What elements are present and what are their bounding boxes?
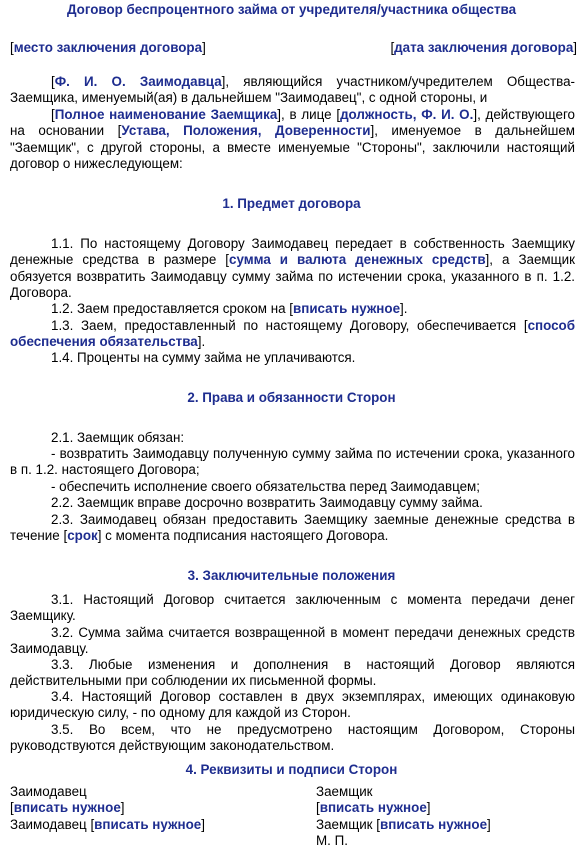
clause-2-1-item-1: - возвратить Заимодавцу полученную сумму займа по истечении срока, указанного в п. 1.2. настоящего Договора; [10,446,575,478]
clause-1-2-text: 1.2. Заем предоставляется сроком на [51,301,290,316]
basis-document-placeholder: Устава, Положения, Доверенности [121,123,371,139]
clause-2-3-text: 2.3. Заимодавец обязан предоставить Заемщику заемные денежные средства в течение [10,512,575,544]
place-field: [место заключения договора] [10,40,206,55]
clause-2-2: 2.2. Заемщик вправе досрочно возвратить Заимодавцу сумму займа. [51,495,483,510]
clause-1-1-text-end: , а Заемщик обязуется возвратить Заимодавцу сумму займа по истечении срока, указанного в п. 1.2. Договора. [10,252,575,301]
document-title: Договор беспроцентного займа от учредителя/участника общества [66,2,517,17]
clause-1-3: 1.3. Заем, предоставленный по настоящему Договору, обеспечивается [способ обеспечения обязательства]. [10,318,575,350]
borrower-signature-label: Заемщик [316,816,377,832]
date-field: [дата заключения договора] [390,40,577,55]
borrower-signature-placeholder: вписать нужное [380,816,488,832]
intro-paragraph-borrower: [Полное наименование Заемщика], в лице [должность, Ф. И. О.], действующего на основании [Устава, Положения, Доверенности], именуемое в дальнейшем "Заемщик", с другой стороны, а вместе именуемые "Стороны", заключили настоящий договор о нижеследующем: [10,107,576,172]
section-2-heading: 2. Права и обязанности Сторон [187,390,396,405]
borrower-label: Заемщик [316,784,373,799]
section-1-heading: 1. Предмет договора [222,196,361,211]
borrower-position-placeholder: должность, Ф. И. О. [340,107,474,122]
lender-requisites [10,784,205,833]
borrower-requisites-placeholder: вписать нужное [319,800,427,816]
section-3-heading: 3. Заключительные положения [187,568,396,583]
borrower-requisites-field: [вписать нужное] [316,800,431,816]
clause-1-3-text: 1.3. Заем, предоставленный по настоящему Договору, обеспечивается [51,318,524,333]
clause-2-3-text-end: с момента подписания настоящего Договора. [101,528,389,544]
date-placeholder: дата заключения договора [394,40,574,55]
lender-requisites-field: [вписать нужное] [10,800,125,816]
period-placeholder: срок [67,528,98,544]
clause-1-2-text-end: . [403,301,408,316]
clause-3-3: 3.3. Любые изменения и дополнения в настоящий Договор являются действительными при соблюдении их письменной формы. [10,657,575,689]
clause-3-2: 3.2. Сумма займа считается возвращенной в момент передачи денежных средств Заимодавцу. [10,625,575,657]
borrower-signature: Заемщик [вписать нужное] [316,816,491,832]
term-placeholder: вписать нужное [293,301,401,316]
clause-1-1-text: 1.1. По настоящему Договору Заимодавец передает в собственность Заемщику денежные средства в размере [10,236,575,268]
clause-2-1-item-2: - обеспечить исполнение своего обязательства перед Заимодавцем; [51,479,480,494]
lender-label: Заимодавец [10,784,87,799]
lender-signature-placeholder: вписать нужное [94,816,202,832]
clause-3-1: 3.1. Настоящий Договор считается заключенным с момента передачи денег Заемщику. [10,592,575,624]
clause-2-1: 2.1. Заемщик обязан: [51,430,185,445]
clause-1-3-text-end: . [201,334,206,350]
borrower-name-placeholder: Полное наименование Заемщика [54,107,278,122]
clause-1-4: 1.4. Проценты на сумму займа не уплачиваются. [51,350,356,365]
clause-1-2: 1.2. Заем предоставляется сроком на [вписать нужное]. [51,301,408,316]
intro-text-2: , в лице [281,107,337,122]
amount-placeholder: сумма и валюта денежных средств [229,252,486,268]
clause-3-5: 3.5. Во всем, что не предусмотрено настоящим Договором, Стороны руководствуются действующим законодательством. [10,722,575,754]
lender-signature-label: Заимодавец [10,816,91,832]
borrower-requisites [316,784,491,850]
clause-2-3: 2.3. Заимодавец обязан предоставить Заемщику заемные денежные средства в течение [срок] с момента подписания настоящего Договора. [10,512,575,544]
intro-text-4: , именуемое в дальнейшем "Заемщик", с другой стороны, а вместе именуемые "Стороны", заключили настоящий договор о нижеследующем: [10,123,575,172]
security-placeholder: способ обеспечения обязательства [10,318,575,350]
intro-paragraph-lender: [Ф. И. О. Заимодавца], являющийся участником/учредителем Общества-Заемщика, именуемый(ая) в дальнейшем "Заимодавец", с одной стороны, и [10,74,575,106]
lender-fio-placeholder: Ф. И. О. Заимодавца [54,74,222,89]
place-placeholder: место заключения договора [13,40,203,55]
clause-3-4: 3.4. Настоящий Договор составлен в двух экземплярах, имеющих одинаковую юридическую силу, - по одному для каждой из Сторон. [10,689,575,721]
seal-mark: М. П. [316,833,348,849]
intro-text-3: , действующего на основании [10,107,576,139]
lender-signature: Заимодавец [вписать нужное] [10,816,205,832]
section-4-heading: 4. Реквизиты и подписи Сторон [185,762,398,777]
intro-text-1: , являющийся участником/учредителем Общества-Заемщика, именуемый(ая) в дальнейшем "Заимодавец", с одной стороны, и [10,74,575,106]
clause-1-1: 1.1. По настоящему Договору Заимодавец передает в собственность Заемщику денежные средства в размере [сумма и валюта денежных средств], а Заемщик обязуется возвратить Заимодавцу сумму займа по истечении срока, указанного в п. 1.2. Договора. [10,236,575,301]
lender-requisites-placeholder: вписать нужное [13,800,121,816]
